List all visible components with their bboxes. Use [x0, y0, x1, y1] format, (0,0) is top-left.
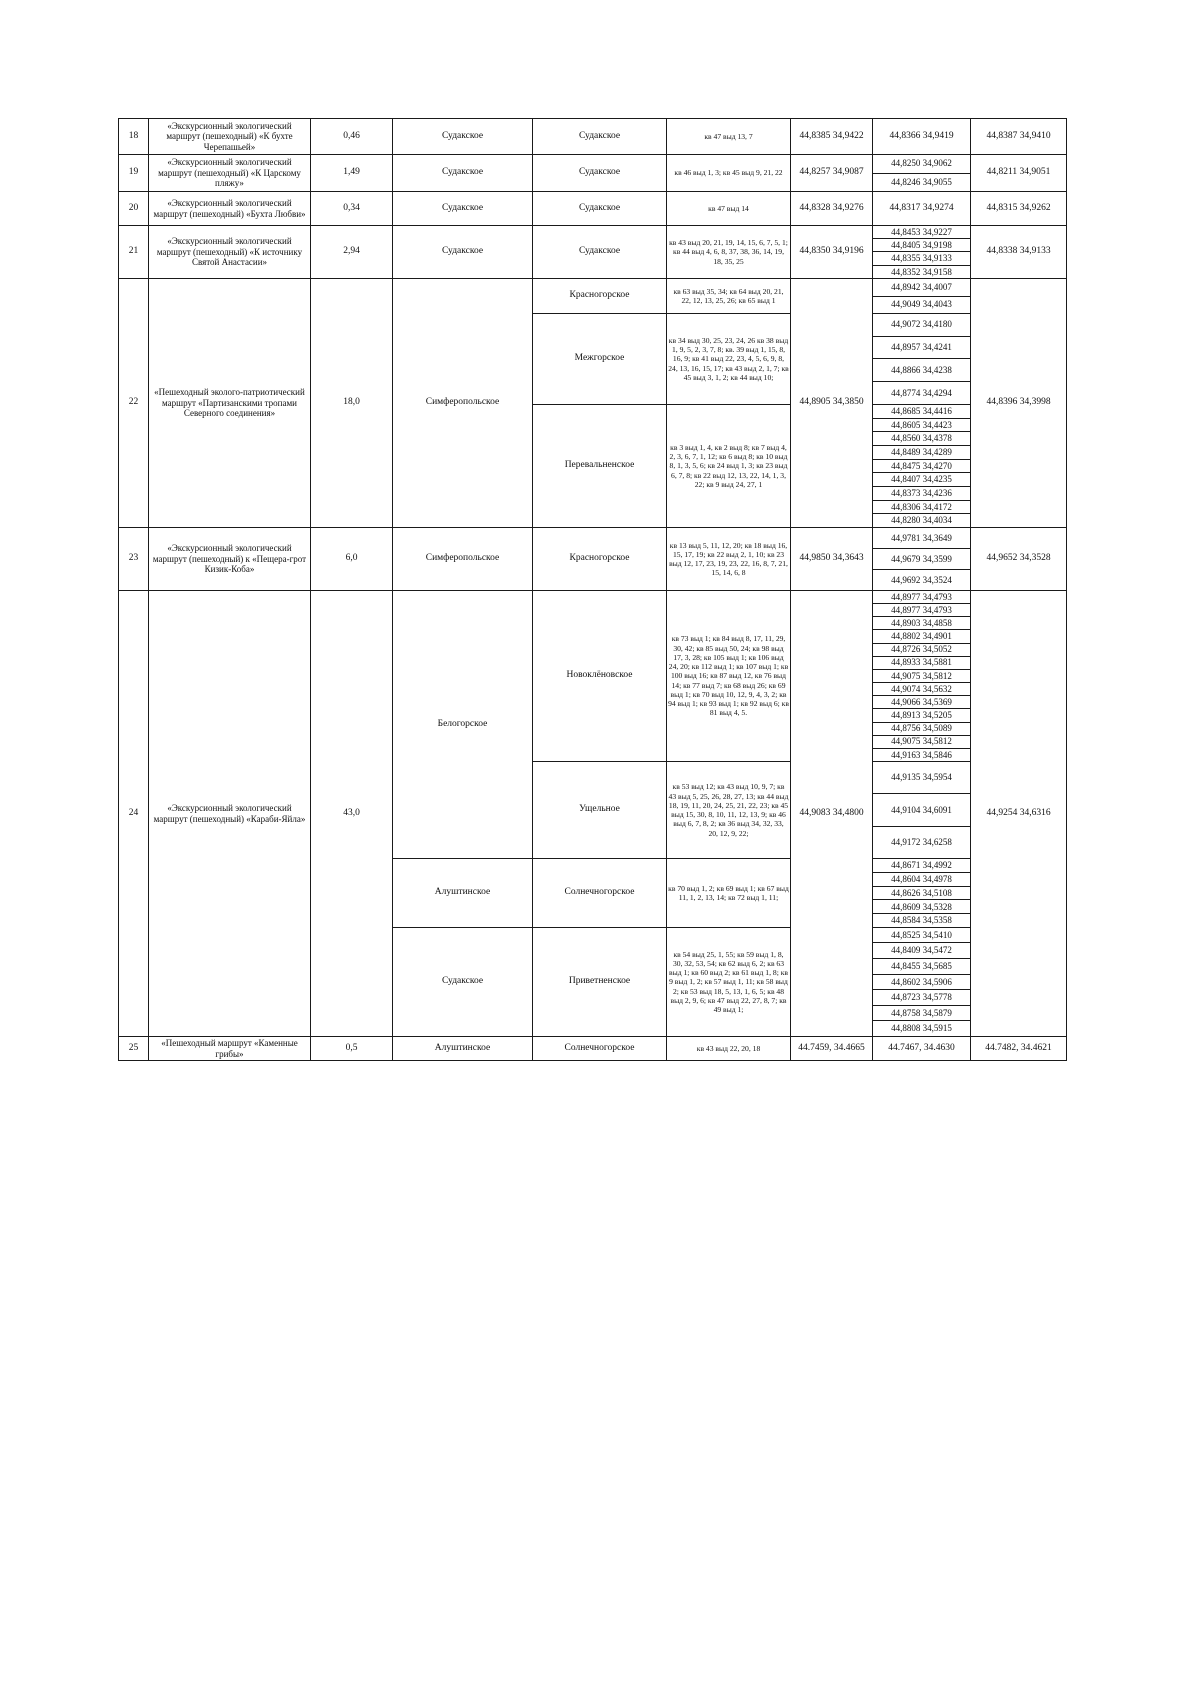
route-name: «Экскурсионный экологический маршрут (пешеходный) к «Пещера-грот Кизик-Коба» — [149, 528, 311, 591]
waypoint: 44,9066 34,5369 — [873, 696, 970, 709]
district-forestry: Новоклёновское — [533, 591, 667, 762]
waypoints-cell: 44,8366 34,9419 — [873, 119, 971, 155]
waypoint: 44,8671 34,4992 — [873, 859, 970, 872]
forestry: Симферопольское — [393, 279, 533, 528]
row-number: 24 — [119, 591, 149, 1037]
quarters: кв 46 выд 1, 3; кв 45 выд 9, 21, 22 — [667, 155, 791, 192]
waypoint: 44,8933 34,5881 — [873, 656, 970, 669]
waypoint: 44,8455 34,5685 — [873, 959, 970, 975]
start-point: 44,8328 34,9276 — [791, 192, 873, 226]
waypoints-cell: 44,8317 34,9274 — [873, 192, 971, 226]
start-point: 44,8385 34,9422 — [791, 119, 873, 155]
forestry: Судакское — [393, 192, 533, 226]
district-forestry: Судакское — [533, 155, 667, 192]
start-point: 44.7459, 34.4665 — [791, 1037, 873, 1061]
waypoint: 44,8373 34,4236 — [873, 486, 970, 500]
forestry: Симферопольское — [393, 528, 533, 591]
row-number: 23 — [119, 528, 149, 591]
start-point: 44,8257 34,9087 — [791, 155, 873, 192]
route-name: «Экскурсионный экологический маршрут (пешеходный) «Бухта Любви» — [149, 192, 311, 226]
waypoints-cell — [873, 405, 971, 528]
waypoint: 44,8246 34,9055 — [891, 176, 952, 187]
waypoint: 44,8405 34,9198 — [873, 239, 970, 252]
waypoint: 44,8409 34,5472 — [873, 943, 970, 959]
waypoint: 44,8866 34,4238 — [873, 359, 970, 382]
row-number: 21 — [119, 226, 149, 279]
waypoints-cell: 44.7467, 34.4630 — [873, 1037, 971, 1061]
route-name: «Пешеходный маршрут «Каменные грибы» — [149, 1037, 311, 1061]
waypoint: 44,9072 34,4180 — [873, 314, 970, 336]
route-length: 0,46 — [311, 119, 393, 155]
forestry: Алуштинское — [393, 859, 533, 928]
end-point: 44,8387 34,9410 — [971, 119, 1067, 155]
quarters: кв 70 выд 1, 2; кв 69 выд 1; кв 67 выд 11, 1, 2, 13, 14; кв 72 выд 1, 11; — [667, 859, 791, 928]
end-point: 44.7482, 34.4621 — [971, 1037, 1067, 1061]
quarters: кв 53 выд 12; кв 43 выд 10, 9, 7; кв 43 выд 5, 25, 26, 28, 27, 13; кв 44 выд 18, 19, 11, 20, 24, 25, 21, 22, 23; кв 45 выд 15, 30, 8, 10, 11, 12, 13, 9; кв 46 выд 6, 7, 8, 2; кв 36 выд 34, 32, 33, 20, 12, 9, 22; — [667, 762, 791, 859]
waypoint: 44,8584 34,5358 — [891, 915, 952, 926]
route-name: «Экскурсионный экологический маршрут (пешеходный) «К источнику Святой Анастасии» — [149, 226, 311, 279]
row-number: 20 — [119, 192, 149, 226]
district-forestry: Судакское — [533, 226, 667, 279]
quarters: кв 3 выд 1, 4, кв 2 выд 8; кв 7 выд 4, 2, 3, 6, 7, 1, 12; кв 6 выд 8; кв 10 выд 8, 1, 3, 5, 6; кв 24 выд 1, 3; кв 23 выд 6, 7, 8; кв 22 выд 12, 13, 22, 14, 1, 3, 22; кв 9 выд 24, 27, 1 — [667, 405, 791, 528]
waypoints-cell — [873, 762, 971, 859]
quarters: кв 63 выд 35, 34; кв 64 выд 20, 21, 22, 12, 13, 25, 26; кв 65 выд 1 — [667, 279, 791, 314]
waypoint: 44,9074 34,5632 — [873, 683, 970, 696]
end-point: 44,8396 34,3998 — [971, 279, 1067, 528]
waypoint: 44,8903 34,4858 — [873, 617, 970, 630]
route-length: 6,0 — [311, 528, 393, 591]
waypoint: 44,8489 34,4289 — [873, 445, 970, 459]
district-forestry: Судакское — [533, 192, 667, 226]
waypoint: 44,9135 34,5954 — [873, 762, 970, 794]
waypoint: 44,9075 34,5812 — [873, 735, 970, 748]
row-number: 22 — [119, 279, 149, 528]
table-row — [119, 591, 1067, 762]
waypoint: 44,8604 34,4978 — [873, 872, 970, 886]
waypoint: 44,8560 34,4378 — [873, 432, 970, 446]
route-length: 2,94 — [311, 226, 393, 279]
district-forestry: Красногорское — [533, 528, 667, 591]
waypoint: 44,9075 34,5812 — [873, 669, 970, 682]
forestry: Судакское — [393, 226, 533, 279]
quarters: кв 34 выд 30, 25, 23, 24, 26 кв 38 выд 1, 9, 5, 2, 3, 7, 8; кв. 39 выд 1, 15, 8, 16, 9; кв 41 выд 22, 23, 4, 5, 6, 9, 8, 24, 13, 16, 15, 17; кв 43 выд 2, 1, 7; кв 45 выд 3, 1, 2; кв 44 выд 10; — [667, 314, 791, 405]
end-point: 44,8211 34,9051 — [971, 155, 1067, 192]
quarters: кв 43 выд 22, 20, 18 — [667, 1037, 791, 1061]
waypoint: 44,8407 34,4235 — [873, 473, 970, 487]
waypoints-cell — [873, 528, 971, 591]
waypoint: 44,8355 34,9133 — [873, 252, 970, 265]
start-point: 44,9083 34,4800 — [791, 591, 873, 1037]
waypoints-cell — [873, 859, 971, 928]
quarters: кв 43 выд 20, 21, 19, 14, 15, 6, 7, 5, 1; кв 44 выд 4, 6, 8, 37, 38, 36, 14, 19, 18, 35, 25 — [667, 226, 791, 279]
forestry: Судакское — [393, 155, 533, 192]
district-forestry: Ущельное — [533, 762, 667, 859]
start-point: 44,8905 34,3850 — [791, 279, 873, 528]
waypoint: 44,8913 34,5205 — [873, 709, 970, 722]
route-name: «Экскурсионный экологический маршрут (пешеходный) «Караби-Яйла» — [149, 591, 311, 1037]
end-point: 44,9254 34,6316 — [971, 591, 1067, 1037]
waypoint: 44,8726 34,5052 — [873, 643, 970, 656]
table-row — [119, 279, 1067, 314]
waypoint: 44,8280 34,4034 — [891, 515, 952, 526]
waypoint: 44,8723 34,5778 — [873, 990, 970, 1006]
waypoint: 44,8957 34,4241 — [873, 336, 970, 359]
waypoint: 44,9049 34,4043 — [891, 299, 952, 310]
quarters: кв 47 выд 13, 7 — [667, 119, 791, 155]
forestry: Белогорское — [393, 591, 533, 859]
waypoint: 44,8626 34,5108 — [873, 886, 970, 900]
row-number: 18 — [119, 119, 149, 155]
district-forestry: Красногорское — [533, 279, 667, 314]
waypoint: 44,9692 34,3524 — [891, 574, 952, 585]
waypoint: 44,8685 34,4416 — [873, 405, 970, 418]
end-point: 44,8338 34,9133 — [971, 226, 1067, 279]
waypoints-cell — [873, 226, 971, 279]
waypoint: 44,8774 34,4294 — [891, 387, 952, 398]
waypoint: 44,8808 34,5915 — [891, 1023, 952, 1034]
row-number: 19 — [119, 155, 149, 192]
end-point: 44,9652 34,3528 — [971, 528, 1067, 591]
district-forestry: Межгорское — [533, 314, 667, 405]
district-forestry: Судакское — [533, 119, 667, 155]
row-number: 25 — [119, 1037, 149, 1061]
route-length: 18,0 — [311, 279, 393, 528]
route-length: 0,5 — [311, 1037, 393, 1061]
forestry: Алуштинское — [393, 1037, 533, 1061]
quarters: кв 47 выд 14 — [667, 192, 791, 226]
waypoint: 44,9172 34,6258 — [891, 837, 952, 848]
route-name: «Экскурсионный экологический маршрут (пешеходный) «К бухте Черепашьей» — [149, 119, 311, 155]
start-point: 44,9850 34,3643 — [791, 528, 873, 591]
waypoint: 44,8250 34,9062 — [873, 155, 970, 173]
waypoint: 44,8977 34,4793 — [873, 591, 970, 604]
start-point: 44,8350 34,9196 — [791, 226, 873, 279]
end-point: 44,8315 34,9262 — [971, 192, 1067, 226]
waypoint: 44,8475 34,4270 — [873, 459, 970, 473]
quarters: кв 73 выд 1; кв 84 выд 8, 17, 11, 29, 30, 42; кв 85 выд 50, 24; кв 98 выд 17, 3, 28; кв 105 выд 1; кв 106 выд 24, 20; кв 112 выд 1; кв 107 выд 1; кв 100 выд 16; кв 87 выд 12, кв 76 выд 14; кв 77 выд 7; кв 68 выд 26; кв 69 выд 1; кв 70 выд 10, 12, 9, 4, 3, 2; кв 94 выд 1; кв 93 выд 1; кв 92 выд 6; кв 81 выд 4, 5. — [667, 591, 791, 762]
table-row — [119, 226, 1067, 279]
quarters: кв 54 выд 25, 1, 55; кв 59 выд 1, 8, 30, 32, 53, 54; кв 62 выд 6, 2; кв 63 выд 1; кв 60 выд 2; кв 61 выд 1, 8; кв 9 выд 1, 2; кв 57 выд 1, 11; кв 58 выд 2; кв 53 выд 18, 5, 13, 1, 6, 5; кв 48 выд 2, 9, 6; кв 47 выд 22, 27, 8, 7; кв 49 выд 1; — [667, 928, 791, 1037]
waypoint: 44,9781 34,3649 — [873, 528, 970, 548]
table-row — [119, 192, 1067, 226]
forestry: Судакское — [393, 119, 533, 155]
waypoint: 44,8758 34,5879 — [873, 1005, 970, 1021]
waypoint: 44,8977 34,4793 — [873, 604, 970, 617]
waypoint: 44,8609 34,5328 — [873, 900, 970, 914]
waypoint: 44,8756 34,5089 — [873, 722, 970, 735]
waypoint: 44,8942 34,4007 — [873, 279, 970, 296]
district-forestry: Солнечногорское — [533, 1037, 667, 1061]
district-forestry: Приветненское — [533, 928, 667, 1037]
waypoints-cell — [873, 155, 971, 192]
waypoints-cell — [873, 928, 971, 1037]
waypoint: 44,8352 34,9158 — [891, 266, 952, 277]
waypoints-cell — [873, 279, 971, 314]
route-length: 1,49 — [311, 155, 393, 192]
waypoint: 44,9679 34,3599 — [873, 548, 970, 569]
waypoints-cell — [873, 591, 971, 762]
forestry: Судакское — [393, 928, 533, 1037]
route-name: «Пешеходный эколого-патриотический маршрут «Партизанскими тропами Северного соединения» — [149, 279, 311, 528]
route-length: 43,0 — [311, 591, 393, 1037]
waypoint: 44,8602 34,5906 — [873, 974, 970, 990]
quarters: кв 13 выд 5, 11, 12, 20; кв 18 выд 16, 15, 17, 19; кв 22 выд 2, 1, 10; кв 23 выд 12, 17, 23, 19, 23, 22, 16, 8, 7, 21, 15, 14, 6, 8 — [667, 528, 791, 591]
district-forestry: Перевальненское — [533, 405, 667, 528]
table-row — [119, 1037, 1067, 1061]
waypoint: 44,8306 34,4172 — [873, 500, 970, 514]
table-row — [119, 119, 1067, 155]
district-forestry: Солнечногорское — [533, 859, 667, 928]
route-length: 0,34 — [311, 192, 393, 226]
waypoints-cell — [873, 314, 971, 405]
table-row — [119, 528, 1067, 591]
waypoint: 44,8453 34,9227 — [873, 226, 970, 239]
waypoint: 44,8605 34,4423 — [873, 418, 970, 432]
waypoint: 44,9104 34,6091 — [873, 794, 970, 827]
routes-table — [118, 118, 1067, 1061]
waypoint: 44,9163 34,5846 — [891, 749, 952, 760]
waypoint: 44,8802 34,4901 — [873, 630, 970, 643]
route-name: «Экскурсионный экологический маршрут (пешеходный) «К Царскому пляжу» — [149, 155, 311, 192]
waypoint: 44,8525 34,5410 — [873, 928, 970, 943]
table-row — [119, 155, 1067, 192]
